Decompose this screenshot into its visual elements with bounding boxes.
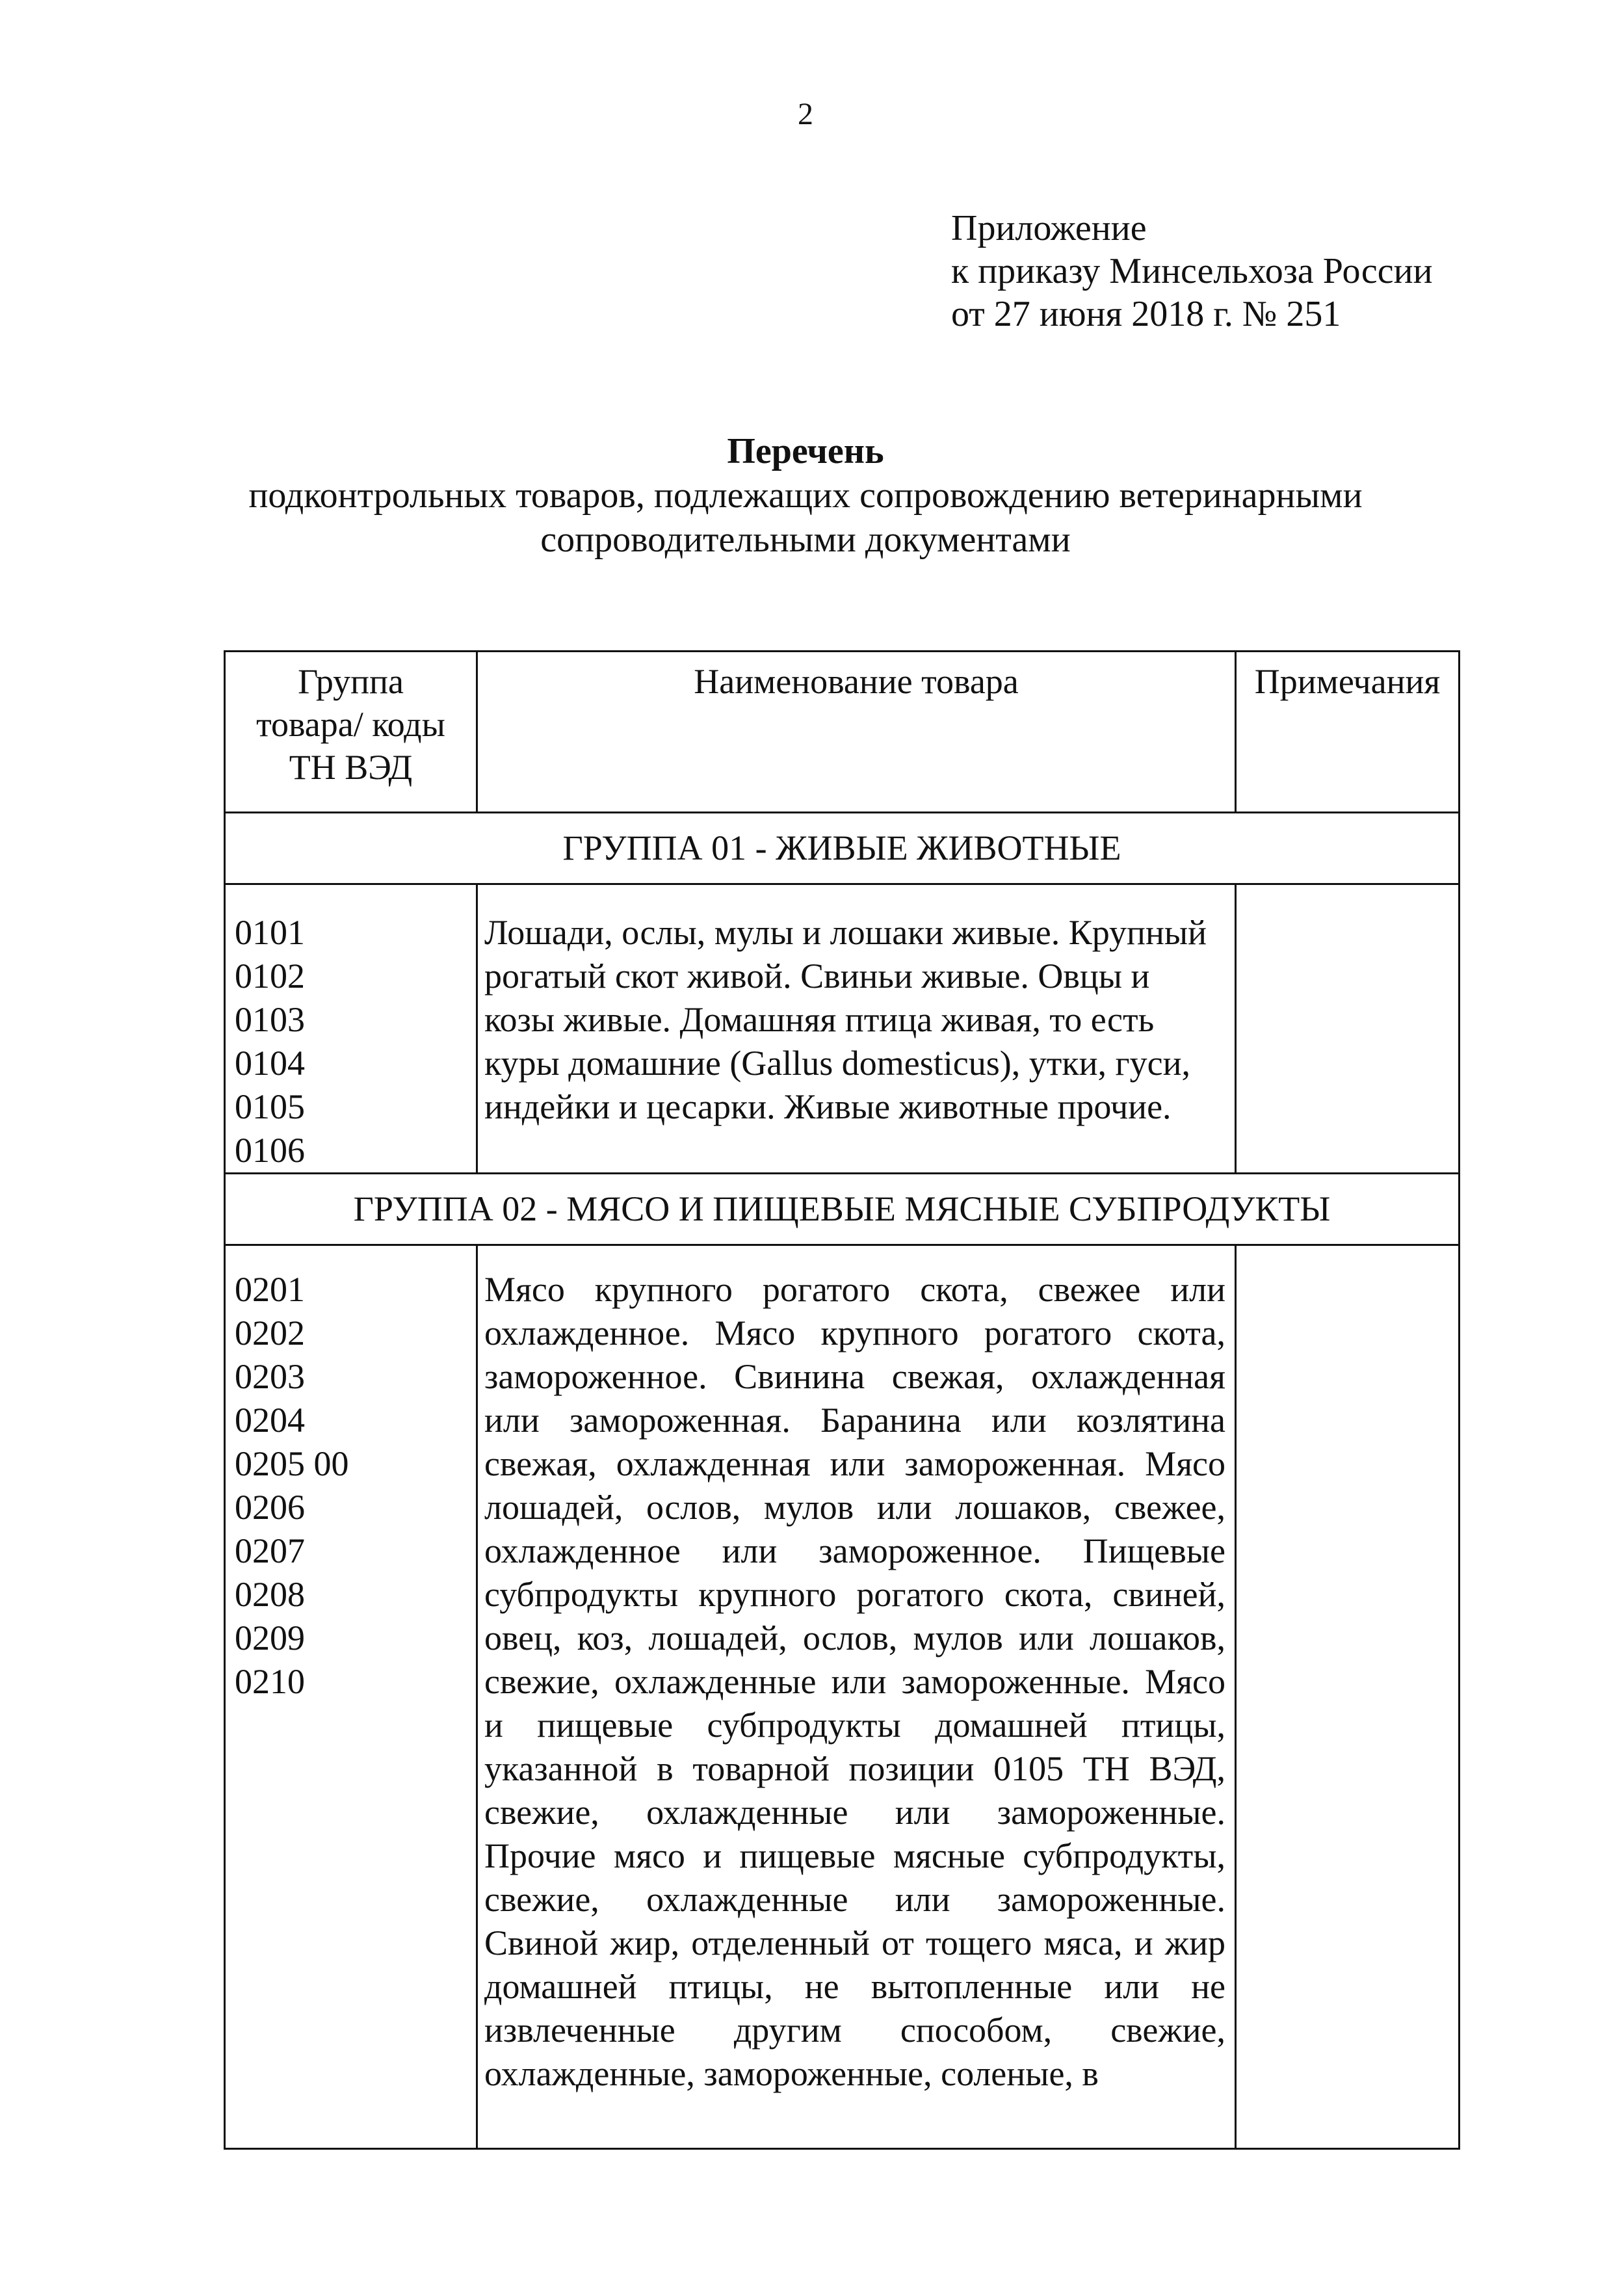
document-subtitle-line-1: подконтрольных товаров, подлежащих сопровождению ветеринарными [248,475,1363,516]
code-0208: 0208 [235,1575,305,1614]
codes-cell-group-01 [225,884,477,1174]
header-group-codes [225,652,477,813]
page-number: 2 [798,97,813,131]
code-0202: 0202 [235,1313,305,1353]
appendix-line-2: к приказу Минсельхоза России [951,251,1433,291]
code-0201: 0201 [235,1270,305,1309]
group-title-row-01 [225,813,1460,884]
goods-table [224,650,1460,2150]
document-subtitle-line-2: сопроводительными документами [540,520,1071,560]
header-group-codes-line-3: ТН ВЭД [289,748,413,787]
code-0106: 0106 [235,1131,305,1170]
header-product-name: Наименование товара [477,652,1236,813]
document-heading [0,429,1611,562]
code-0205-00: 0205 00 [235,1444,349,1483]
code-0101: 0101 [235,913,305,952]
code-0203: 0203 [235,1357,305,1396]
group-title-01: ГРУППА 01 - ЖИВЫЕ ЖИВОТНЫЕ [225,813,1460,884]
codes-cell-group-02 [225,1245,477,2149]
group-title-02: ГРУППА 02 - МЯСО И ПИЩЕВЫЕ МЯСНЫЕ СУБПРОДУКТЫ [225,1174,1460,1245]
code-0207: 0207 [235,1531,305,1570]
description-group-02: Мясо крупного рогатого скота, свежее или охлажденное. Мясо крупного рогатого скота, замороженное. Свинина свежая, охлажденная или замороженная. Баранина или козлятина свежая, охлажденная или замороженная. Мясо лошадей, ослов, мулов или лошаков, свежее, охлажденное или замороженное. Пищевые субпродукты крупного рогатого скота, свиней, овец, коз, лошадей, ослов, мулов или лошаков, свежие, охлажденные или замороженные. Мясо и пищевые субпродукты домашней птицы, указанной в товарной позиции 0105 ТН ВЭД, свежие, охлажденные или замороженные. Прочие мясо и пищевые мясные субпродукты, свежие, охлажденные или замороженные. Свиной жир, отделенный от тощего мяса, и жир домашней птицы, не вытопленные или не извлеченные другим способом, свежие, охлажденные, замороженные, соленые, в [477,1245,1236,2149]
code-0102: 0102 [235,957,305,996]
code-0206: 0206 [235,1488,305,1527]
code-0204: 0204 [235,1401,305,1440]
code-0104: 0104 [235,1044,305,1083]
appendix-block [951,207,1433,336]
table-header-row [225,652,1460,813]
header-notes: Примечания [1236,652,1460,813]
group-title-row-02 [225,1174,1460,1245]
notes-cell-group-02 [1236,1245,1460,2149]
header-group-codes-line-2: товара/ коды [256,705,445,744]
description-group-01: Лошади, ослы, мулы и лошаки живые. Крупный рогатый скот живой. Свиньи живые. Овцы и козы живые. Домашняя птица живая, то есть куры домашние (Gallus domesticus), утки, гуси, индейки и цесарки. Живые животные прочие. [477,884,1236,1174]
header-group-codes-line-1: Группа [298,662,404,701]
table-row-group-02 [225,1245,1460,2149]
appendix-line-3: от 27 июня 2018 г. № 251 [951,294,1341,334]
table-row-group-01 [225,884,1460,1174]
code-0210: 0210 [235,1662,305,1701]
code-0209: 0209 [235,1618,305,1657]
appendix-line-1: Приложение [951,208,1147,248]
code-0105: 0105 [235,1087,305,1126]
code-0103: 0103 [235,1000,305,1039]
notes-cell-group-01 [1236,884,1460,1174]
document-title: Перечень [727,431,884,471]
